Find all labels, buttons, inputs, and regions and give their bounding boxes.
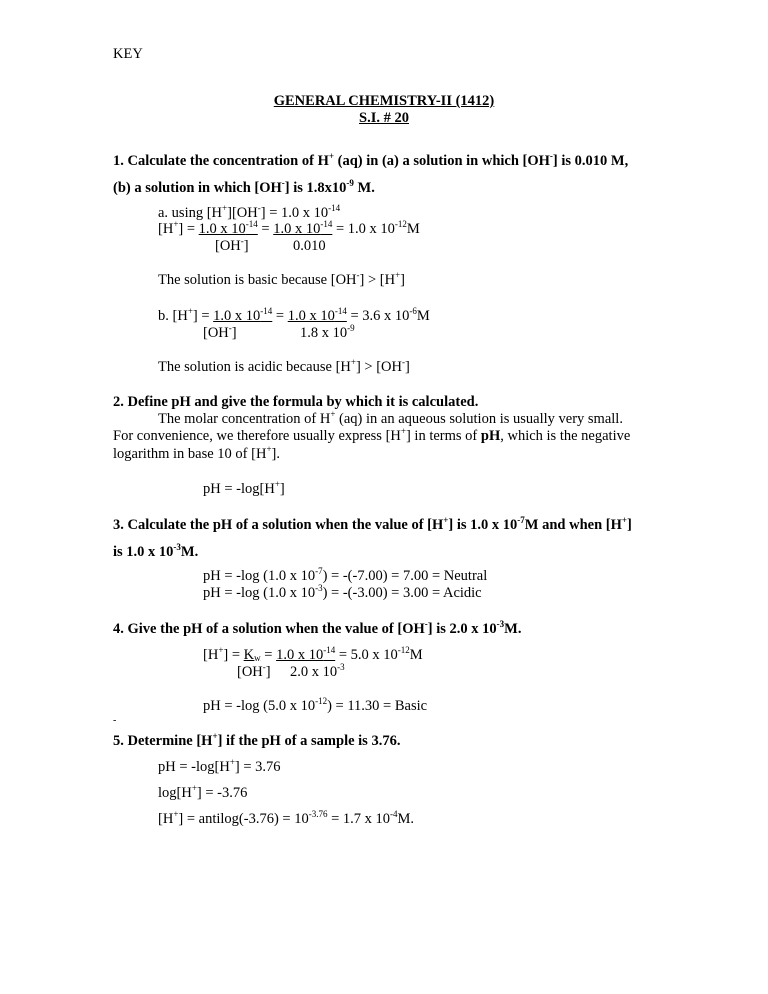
q2-paragraph-line-1: The molar concentration of H+ (aq) in an aqueous solution is usually very small.	[158, 409, 623, 427]
q2-paragraph-line-2: For convenience, we therefore usually express [H+] in terms of pH, which is the negative	[113, 426, 631, 444]
q1a-denominator-1: [OH-]	[215, 236, 249, 254]
key-label: KEY	[113, 46, 143, 62]
q3-solution-acidic: pH = -log (1.0 x $10^{-3}) = -(-3.00) = 3.00$ = Acidic	[203, 583, 482, 601]
q1a-conclusion: The solution is basic because [OH-] > [H+]	[158, 270, 406, 288]
q1b-conclusion: The solution is acidic because [H+] > [OH-]	[158, 357, 410, 375]
q5-step-1: pH = -log[H+] = 3.76	[158, 757, 281, 775]
q5-step-3: [H+] = antilog(-3.76) = $10^{-3.76} = 1.7$ x $10^{-4}M$.	[158, 809, 415, 827]
q5-question: 5. Determine [H+] if the pH of a sample is 3.76.	[113, 731, 401, 749]
q3-solution-neutral: pH = -log (1.0 x $10^{-7}) = -(-7.00) = 7.00$ = Neutral	[203, 566, 488, 584]
q1-question-line-2: (b) a solution in which [OH-] is $1.8x10^{-9}$ M.	[113, 178, 375, 196]
q1b-denominator-2: 1.8 x $10^{-9}$	[300, 323, 355, 341]
q4-question: 4. Give the pH of a solution when the value of [OH-] is 2.0 x $10^{-3}M$.	[113, 619, 522, 637]
q2-paragraph-line-3: logarithm in base 10 of [H+].	[113, 444, 280, 462]
q1a-calculation: [H+] = 1.0 x $10^{-14} = 1.0$ x $10^{-14} = 1.0$ x $10^{-12}M$	[158, 219, 420, 237]
q1b-denominator-1: [OH-]	[203, 323, 237, 341]
q4-denominator-2: 2.0 x $10^{-3}$	[290, 662, 345, 680]
course-title: GENERAL CHEMISTRY-II (1412)	[273, 93, 495, 109]
q1b-calculation: b. [H+] = 1.0 x $10^{-14} = 1.0$ x $10^{-14} = 3.6$ x $10^{-6}M$	[158, 306, 430, 324]
q1-question-line-1: 1. Calculate the concentration of H+ (aq) in (a) a solution in which [OH-] is 0.010 M,	[113, 151, 629, 169]
q1a-ion-product: a. using [H+][OH-] = 1.0 x $10^{-14}$	[158, 203, 341, 221]
q3-question-line-2: is 1.0 x $10^{-3}M$.	[113, 542, 199, 560]
q4-denominator-1: [OH-]	[237, 662, 271, 680]
q1a-denominator-2: 0.010	[293, 238, 326, 254]
stray-mark: -	[113, 715, 117, 726]
q2-question: 2. Define pH and give the formula by which it is calculated.	[113, 394, 479, 410]
q4-h-calculation: $[H^+] = K_w = 1.0$ x $10^{-14} = 5.0$ x $10^{-12}M$	[203, 645, 423, 663]
q3-question-line-1: 3. Calculate the pH of a solution when the value of [H+] is 1.0 x $10^{-7}M$ and when [H+]	[113, 515, 632, 533]
session-number: S.I. # 20	[359, 110, 409, 126]
q4-ph-result: pH = -log (5.0 x $10^{-12}) = 11.30$ = Basic	[203, 696, 428, 714]
q5-step-2: log[H+] = -3.76	[158, 783, 248, 801]
q2-ph-formula: pH = -log[H+]	[203, 479, 285, 497]
